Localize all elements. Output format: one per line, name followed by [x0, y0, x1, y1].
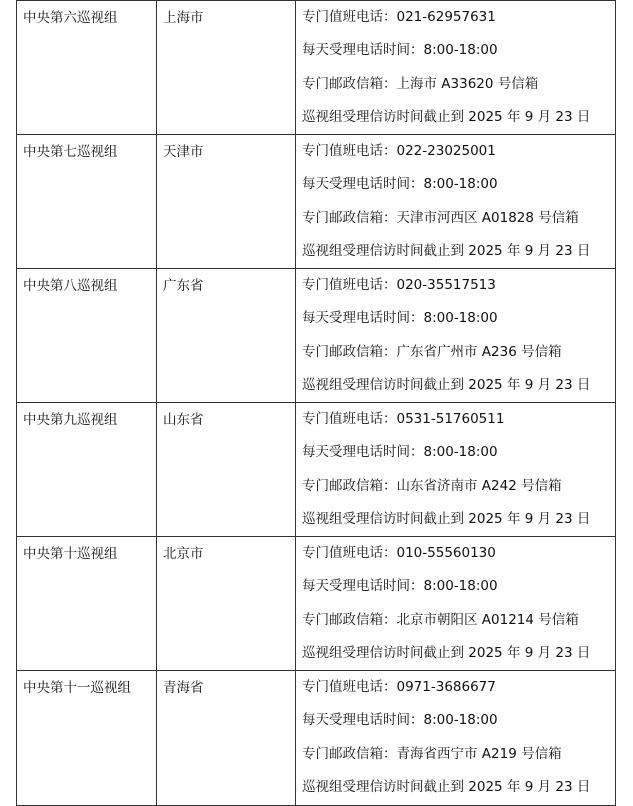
- deadline-note: 巡视组受理信访时间截止到 2025 年 9 月 23 日: [302, 510, 591, 527]
- group-name: 中央第八巡视组: [23, 278, 118, 294]
- region-cell: [157, 135, 296, 269]
- inspection-contact-table: [16, 0, 616, 806]
- table-row: [17, 269, 616, 403]
- contact-info-cell: [296, 135, 616, 269]
- region-name: 天津市: [163, 144, 204, 160]
- table-row: [17, 671, 616, 806]
- group-name: 中央第六巡视组: [23, 10, 118, 26]
- phone-hours: 每天受理电话时间：8:00-18:00: [302, 578, 498, 595]
- group-cell: [17, 671, 157, 806]
- duty-phone: 专门值班电话：010-55560130: [302, 545, 496, 561]
- region-cell: [157, 671, 296, 806]
- region-cell: [157, 537, 296, 671]
- duty-phone: 专门值班电话：021-62957631: [302, 9, 496, 25]
- phone-hours: 每天受理电话时间：8:00-18:00: [302, 712, 498, 729]
- duty-phone: 专门值班电话：0531-51760511: [302, 411, 505, 427]
- deadline-note: 巡视组受理信访时间截止到 2025 年 9 月 23 日: [302, 108, 591, 125]
- region-cell: [157, 269, 296, 403]
- postal-mailbox: 专门邮政信箱：广东省广州市 A236 号信箱: [302, 343, 562, 360]
- region-name: 上海市: [163, 10, 204, 26]
- deadline-note: 巡视组受理信访时间截止到 2025 年 9 月 23 日: [302, 376, 591, 393]
- group-cell: [17, 403, 157, 537]
- group-name: 中央第十一巡视组: [23, 680, 131, 696]
- table-row: [17, 1, 616, 135]
- contact-info-cell: [296, 403, 616, 537]
- deadline-note: 巡视组受理信访时间截止到 2025 年 9 月 23 日: [302, 644, 591, 661]
- phone-hours: 每天受理电话时间：8:00-18:00: [302, 310, 498, 327]
- deadline-note: 巡视组受理信访时间截止到 2025 年 9 月 23 日: [302, 242, 591, 259]
- group-cell: [17, 1, 157, 135]
- group-cell: [17, 537, 157, 671]
- table-row: [17, 403, 616, 537]
- postal-mailbox: 专门邮政信箱：上海市 A33620 号信箱: [302, 75, 539, 92]
- contact-info-cell: [296, 269, 616, 403]
- table-row: [17, 135, 616, 269]
- phone-hours: 每天受理电话时间：8:00-18:00: [302, 444, 498, 461]
- region-name: 山东省: [163, 412, 204, 428]
- group-cell: [17, 269, 157, 403]
- group-name: 中央第七巡视组: [23, 144, 118, 160]
- contact-info-cell: [296, 537, 616, 671]
- group-name: 中央第九巡视组: [23, 412, 118, 428]
- phone-hours: 每天受理电话时间：8:00-18:00: [302, 176, 498, 193]
- postal-mailbox: 专门邮政信箱：山东省济南市 A242 号信箱: [302, 477, 562, 494]
- region-cell: [157, 1, 296, 135]
- group-name: 中央第十巡视组: [23, 546, 118, 562]
- region-name: 青海省: [163, 680, 204, 696]
- table-row: [17, 537, 616, 671]
- duty-phone: 专门值班电话：0971-3686677: [302, 679, 496, 695]
- contact-info-cell: [296, 1, 616, 135]
- duty-phone: 专门值班电话：022-23025001: [302, 143, 496, 159]
- group-cell: [17, 135, 157, 269]
- region-cell: [157, 403, 296, 537]
- region-name: 广东省: [163, 278, 204, 294]
- deadline-note: 巡视组受理信访时间截止到 2025 年 9 月 23 日: [302, 778, 591, 795]
- duty-phone: 专门值班电话：020-35517513: [302, 277, 496, 293]
- contact-info-cell: [296, 671, 616, 806]
- phone-hours: 每天受理电话时间：8:00-18:00: [302, 42, 498, 59]
- postal-mailbox: 专门邮政信箱：天津市河西区 A01828 号信箱: [302, 209, 579, 226]
- region-name: 北京市: [163, 546, 204, 562]
- postal-mailbox: 专门邮政信箱：北京市朝阳区 A01214 号信箱: [302, 611, 579, 628]
- postal-mailbox: 专门邮政信箱：青海省西宁市 A219 号信箱: [302, 745, 562, 762]
